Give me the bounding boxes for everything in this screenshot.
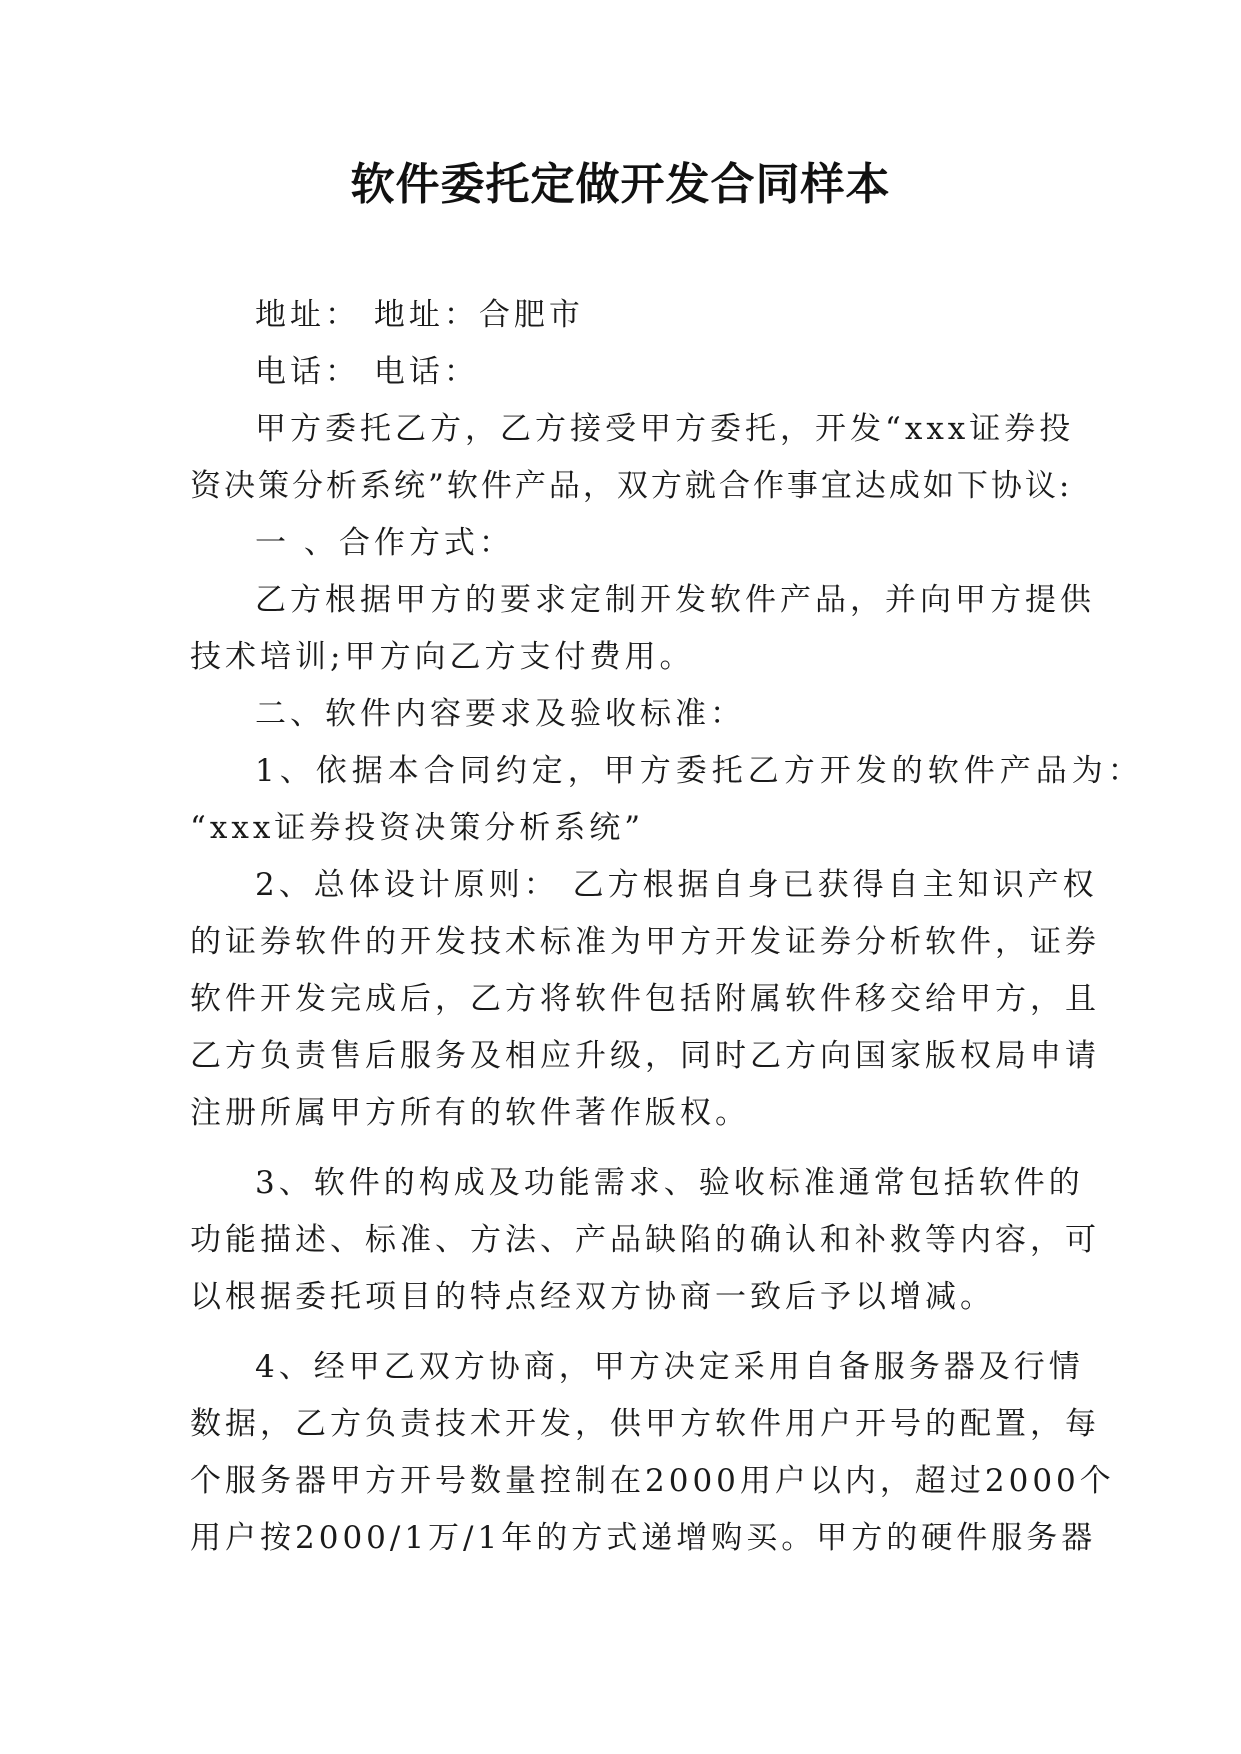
address-line: 地址： 地址：合肥市 xyxy=(255,297,584,333)
paragraph-line: 软件开发完成后，乙方将软件包括附属软件移交给甲方，且 xyxy=(190,981,1100,1017)
paragraph-line: 4、经甲乙双方协商，甲方决定采用自备服务器及行情 xyxy=(255,1349,1084,1385)
paragraph-line: 以根据委托项目的特点经双方协商一致后予以增减。 xyxy=(190,1279,995,1315)
paragraph-line: 用户按2000/1万/1年的方式递增购买。甲方的硬件服务器 xyxy=(190,1520,1097,1556)
paragraph-line: 技术培训;甲方向乙方支付费用。 xyxy=(190,639,695,675)
paragraph-line: 个服务器甲方开号数量控制在2000用户以内，超过2000个 xyxy=(190,1463,1115,1499)
paragraph-line: 的证券软件的开发技术标准为甲方开发证券分析软件，证券 xyxy=(190,924,1100,960)
paragraph-line: 乙方根据甲方的要求定制开发软件产品，并向甲方提供 xyxy=(255,582,1095,618)
paragraph-line: 资决策分析系统”软件产品，双方就合作事宜达成如下协议: xyxy=(190,468,1073,504)
section-heading: 一 、合作方式： xyxy=(255,525,514,561)
paragraph-line: 数据，乙方负责技术开发，供甲方软件用户开号的配置，每 xyxy=(190,1406,1100,1442)
paragraph-line: 功能描述、标准、方法、产品缺陷的确认和补救等内容，可 xyxy=(190,1222,1100,1258)
phone-line: 电话： 电话： xyxy=(255,354,479,390)
document-title: 软件委托定做开发合同样本 xyxy=(350,159,891,210)
paragraph-line: 乙方负责售后服务及相应升级，同时乙方向国家版权局申请 xyxy=(190,1038,1100,1074)
paragraph-line: 注册所属甲方所有的软件著作版权。 xyxy=(190,1095,750,1131)
paragraph-line: 3、软件的构成及功能需求、验收标准通常包括软件的 xyxy=(255,1165,1084,1201)
paragraph-line: 甲方委托乙方，乙方接受甲方委托，开发“xxx证券投 xyxy=(255,411,1075,447)
paragraph-line: 1、依据本合同约定，甲方委托乙方开发的软件产品为： xyxy=(255,753,1144,789)
paragraph-line: “xxx证券投资决策分析系统” xyxy=(190,810,645,846)
paragraph-line: 2、总体设计原则： 乙方根据自身已获得自主知识产权 xyxy=(255,867,1098,903)
section-heading: 二、软件内容要求及验收标准： xyxy=(255,696,745,732)
